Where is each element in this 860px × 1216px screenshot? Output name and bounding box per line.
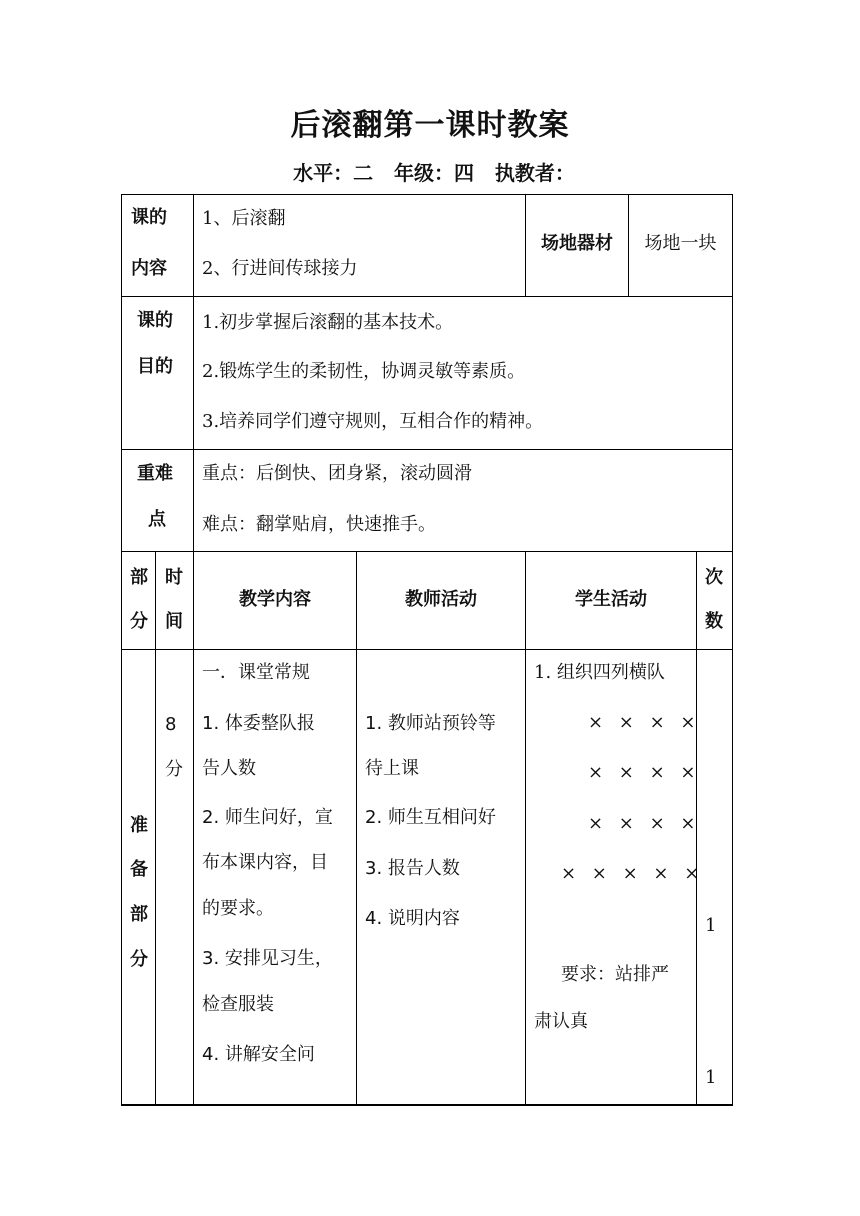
- header-count-line1: 次: [705, 567, 723, 588]
- purpose-item-1: 1.初步掌握后滚翻的基本技术。: [202, 312, 454, 333]
- difficult-point: 难点：翻掌贴肩，快速推手。: [202, 514, 436, 535]
- prep-content-line-4: 2. 师生问好，宣: [202, 807, 333, 828]
- prep-content-line-9: 4. 讲解安全问: [202, 1044, 315, 1065]
- keypoints-label-line2: 点: [148, 509, 166, 530]
- prep-teacher-line-4: 3. 报告人数: [365, 858, 460, 879]
- content-label-line2: 内容: [131, 258, 167, 279]
- header-teacher-activity: 教师活动: [405, 589, 477, 610]
- purpose-label-line1: 课的: [137, 310, 173, 331]
- prep-content-line-2: 1. 体委整队报: [202, 713, 315, 734]
- venue-label: 场地器材: [541, 233, 613, 254]
- content-item-2: 2、行进间传球接力: [202, 258, 358, 279]
- prep-teacher-line-2: 待上课: [365, 758, 419, 779]
- prep-content-line-6: 的要求。: [202, 898, 274, 919]
- table-border-top: [121, 194, 733, 195]
- prep-student-title: 1. 组织四列横队: [534, 662, 665, 683]
- prep-part-char-2: 备: [130, 859, 148, 880]
- formation-row-4: × × × × ×: [561, 863, 705, 884]
- header-teaching-content: 教学内容: [239, 589, 311, 610]
- table-border-bottom: [121, 1104, 733, 1106]
- formation-row-1: × × × ×: [588, 712, 701, 733]
- prep-time-unit: 分: [165, 759, 183, 780]
- header-time-line2: 间: [165, 611, 183, 632]
- header-count-line2: 数: [705, 611, 723, 632]
- purpose-label-line2: 目的: [137, 356, 173, 377]
- prep-part-char-1: 准: [130, 815, 148, 836]
- prep-teacher-line-3: 2. 师生互相问好: [365, 807, 496, 828]
- prep-time-value: 8: [165, 714, 177, 735]
- header-part-line1: 部: [130, 567, 148, 588]
- prep-teacher-line-5: 4. 说明内容: [365, 908, 460, 929]
- formation-row-2: × × × ×: [588, 762, 701, 783]
- table-border-row4: [121, 649, 733, 650]
- prep-part-char-4: 分: [130, 949, 148, 970]
- key-point: 重点：后倒快、团身紧，滚动圆滑: [202, 463, 472, 484]
- table-border-left: [121, 194, 122, 1106]
- prep-content-line-5: 布本课内容，目: [202, 852, 328, 873]
- purpose-item-2: 2.锻炼学生的柔韧性，协调灵敏等素质。: [202, 361, 526, 382]
- page-subtitle: 水平：二 年级：四 执教者：: [293, 161, 575, 185]
- prep-requirement-line2: 肃认真: [534, 1011, 588, 1032]
- header-part-line2: 分: [130, 611, 148, 632]
- header-student-activity: 学生活动: [575, 589, 647, 610]
- keypoints-label-line1: 重难: [137, 463, 173, 484]
- col-divider-content-teacher: [356, 551, 357, 1106]
- prep-content-line-7: 3. 安排见习生，: [202, 948, 333, 969]
- prep-requirement-line1: 要求：站排严: [561, 964, 669, 985]
- purpose-item-3: 3.培养同学们遵守规则，互相合作的精神。: [202, 411, 544, 432]
- formation-row-3: × × × ×: [588, 813, 701, 834]
- col-divider-part-time: [155, 551, 156, 1106]
- table-border-row1: [121, 296, 733, 297]
- prep-content-line-8: 检查服装: [202, 994, 274, 1015]
- prep-content-line-1: 一．课堂常规: [202, 662, 310, 683]
- col-divider-label: [193, 194, 194, 1106]
- prep-content-line-3: 告人数: [202, 758, 256, 779]
- prep-teacher-line-1: 1. 教师站预铃等: [365, 713, 496, 734]
- prep-part-char-3: 部: [130, 904, 148, 925]
- content-item-1: 1、后滚翻: [202, 208, 286, 229]
- header-time-line1: 时: [165, 567, 183, 588]
- prep-count-1: 1: [705, 915, 717, 936]
- content-label-line1: 课的: [131, 207, 167, 228]
- table-border-right: [732, 194, 733, 1106]
- col-divider-teacher-student: [525, 551, 526, 1106]
- table-border-row2: [121, 449, 733, 450]
- venue-value: 场地一块: [644, 233, 717, 254]
- prep-count-2: 1: [705, 1067, 717, 1088]
- page-title: 后滚翻第一课时教案: [290, 108, 570, 143]
- table-border-row3: [121, 551, 733, 552]
